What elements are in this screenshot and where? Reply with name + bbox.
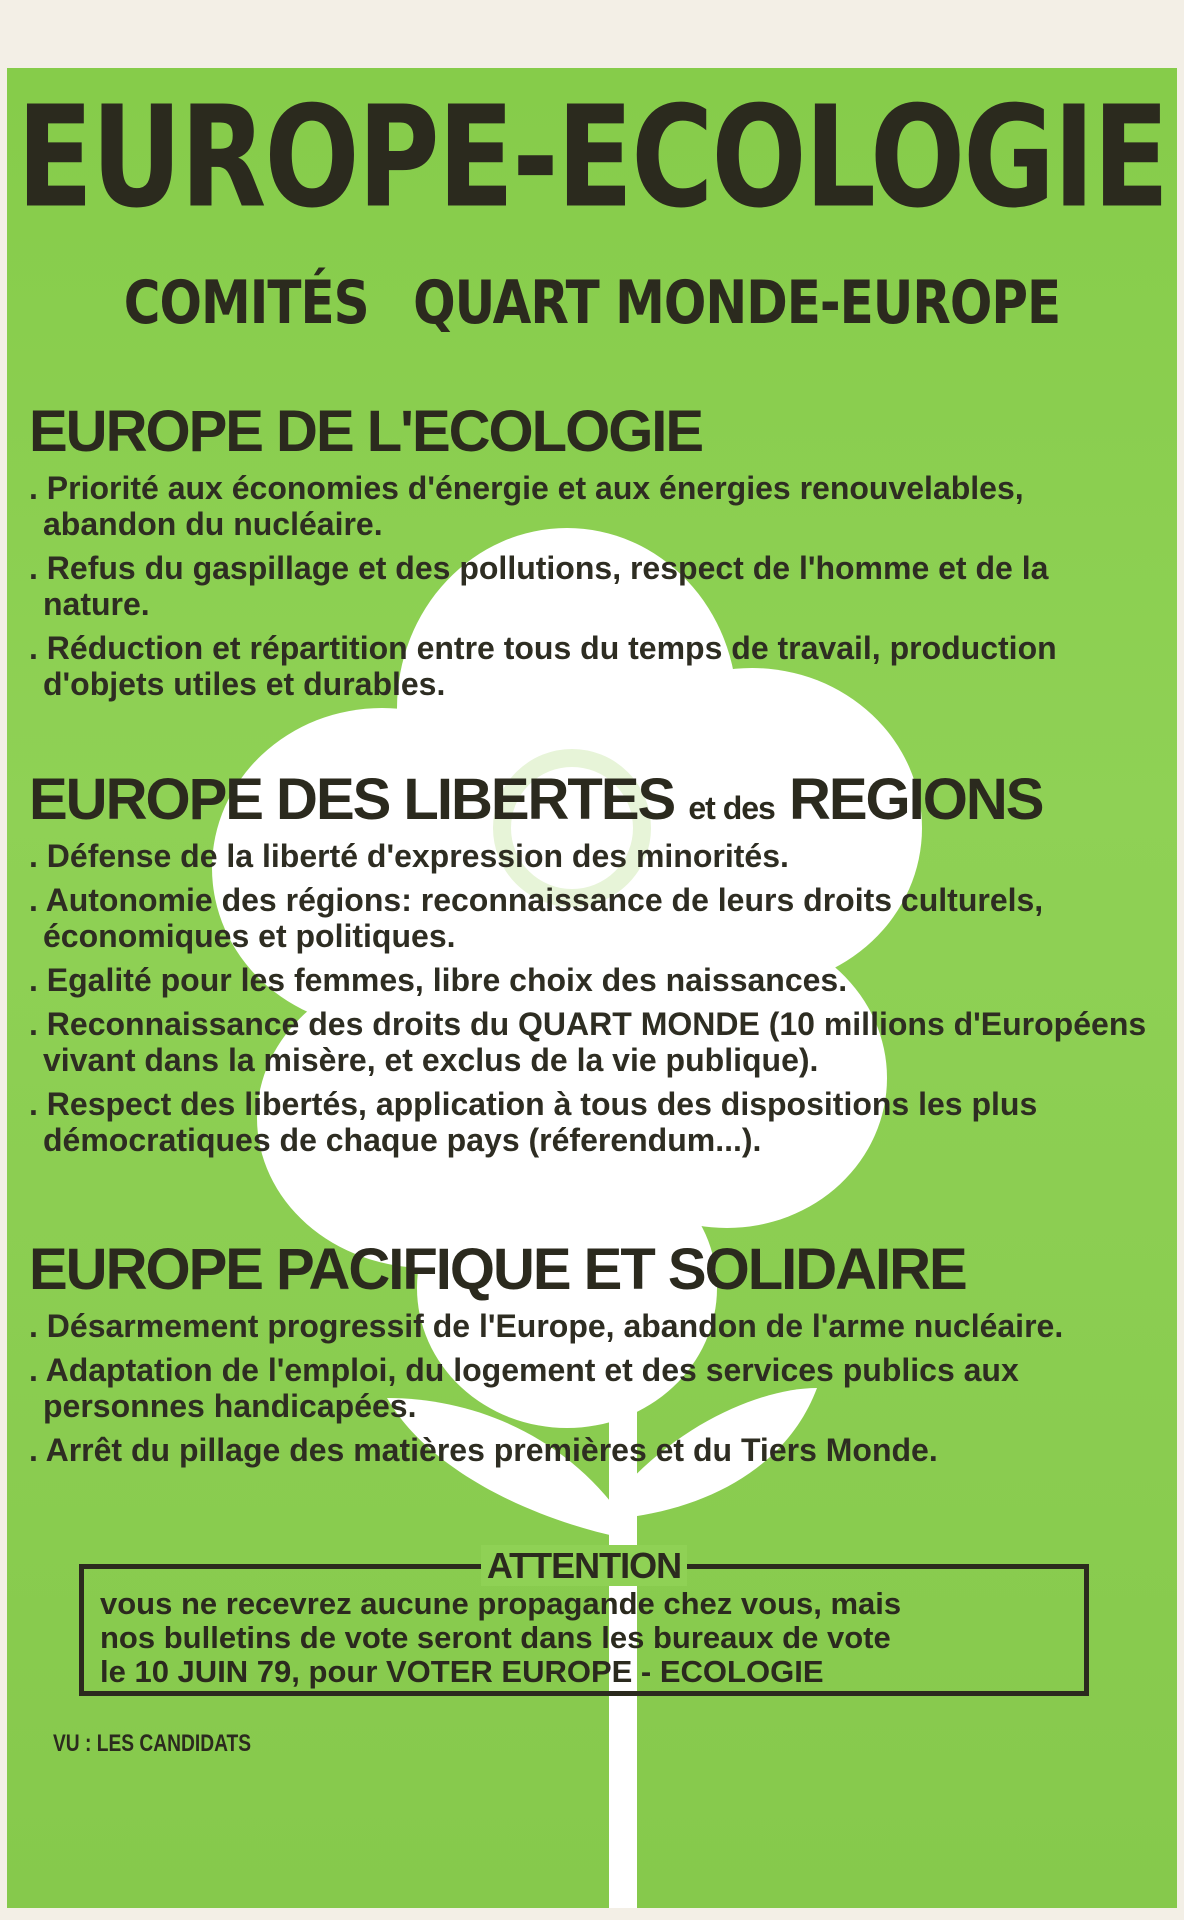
attention-title: ATTENTION bbox=[481, 1545, 687, 1586]
list-item: . Autonomie des régions: reconnaissance de leurs droits culturels, économiques et politiques. bbox=[29, 882, 1159, 954]
attention-line: nos bulletins de vote seront dans les bureaux de vote bbox=[100, 1620, 891, 1655]
attention-line: vous ne recevrez aucune propagande chez vous, mais bbox=[100, 1586, 902, 1621]
poster-title: EUROPE-ECOLOGIE bbox=[16, 76, 1168, 240]
list-item: . Reconnaissance des droits du QUART MONDE (10 millions d'Européens vivant dans la misère, et exclus de la vie publique). bbox=[29, 1006, 1159, 1078]
section-libertes bbox=[29, 768, 1159, 1166]
heading-part-b: et des bbox=[688, 790, 775, 826]
heading-part-a: EUROPE DES LIBERTES bbox=[29, 767, 675, 832]
section-list bbox=[29, 470, 1159, 702]
attention-box bbox=[79, 1545, 1089, 1696]
section-heading: EUROPE DE L'ECOLOGIE bbox=[29, 399, 703, 464]
list-item: . Respect des libertés, application à tous des dispositions les plus démocratiques de chaque pays (réferendum...). bbox=[29, 1086, 1159, 1158]
list-item: . Priorité aux économies d'énergie et aux énergies renouvelables, abandon du nucléaire. bbox=[29, 470, 1159, 542]
attention-line: le 10 JUIN 79, pour VOTER EUROPE - ECOLOGIE bbox=[100, 1654, 824, 1689]
list-item: . Désarmement progressif de l'Europe, abandon de l'arme nucléaire. bbox=[29, 1308, 1159, 1344]
candidates-footer: VU : LES CANDIDATS bbox=[53, 1730, 252, 1757]
section-list bbox=[29, 838, 1159, 1158]
list-item: . Refus du gaspillage et des pollutions, respect de l'homme et de la nature. bbox=[29, 550, 1159, 622]
section-heading: EUROPE PACIFIQUE ET SOLIDAIRE bbox=[29, 1237, 966, 1302]
section-pacifique bbox=[29, 1238, 1159, 1476]
list-item: . Défense de la liberté d'expression des minorités. bbox=[29, 838, 1159, 874]
list-item: . Arrêt du pillage des matières premières et du Tiers Monde. bbox=[29, 1432, 1159, 1468]
list-item: . Réduction et répartition entre tous du temps de travail, production d'objets utiles et durables. bbox=[29, 630, 1159, 702]
poster-subtitle bbox=[7, 268, 1177, 338]
attention-title-wrap bbox=[84, 1545, 1084, 1587]
section-list bbox=[29, 1308, 1159, 1468]
heading-part-c: REGIONS bbox=[788, 767, 1043, 832]
section-heading bbox=[29, 768, 1159, 832]
section-ecologie bbox=[29, 400, 1159, 710]
attention-text bbox=[100, 1587, 1080, 1689]
subtitle-part2: QUART MONDE-EUROPE bbox=[413, 268, 1061, 338]
list-item: . Egalité pour les femmes, libre choix des naissances. bbox=[29, 962, 1159, 998]
list-item: . Adaptation de l'emploi, du logement et des services publics aux personnes handicapées. bbox=[29, 1352, 1159, 1424]
subtitle-part1: COMITÉS bbox=[123, 268, 369, 338]
poster bbox=[7, 68, 1177, 1908]
